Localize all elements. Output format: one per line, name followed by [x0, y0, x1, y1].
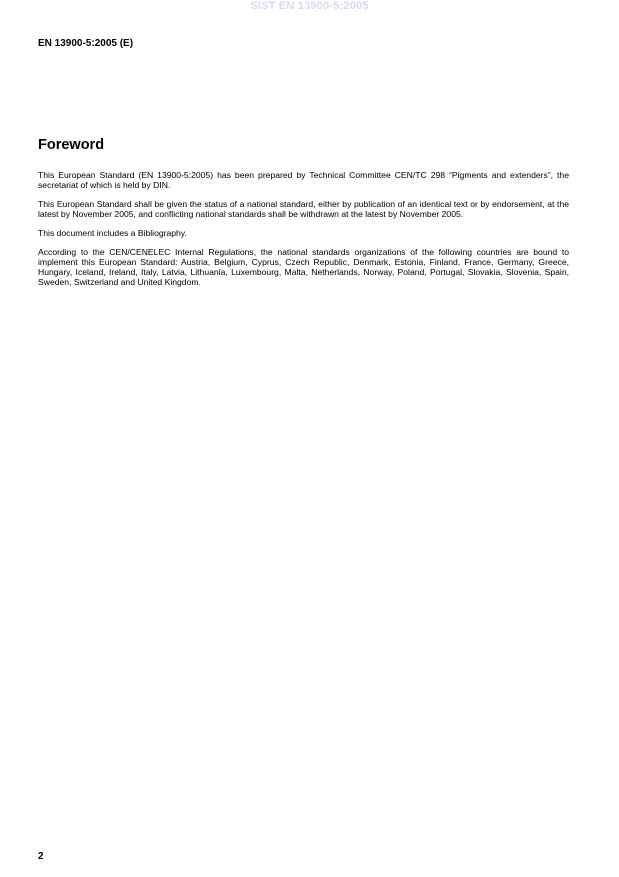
paragraph-national-status: This European Standard shall be given the status of a national standard, either by publication of an identical text or by endorsement, at the latest by November 2005, and conflicting national standards shall be withdrawn at the latest by November 2005. — [38, 199, 569, 219]
paragraph-bibliography: This document includes a Bibliography. — [38, 228, 187, 238]
watermark-text: SIST EN 13900-5:2005 — [250, 0, 369, 12]
paragraph-prepared-by: This European Standard (EN 13900-5:2005) has been prepared by Technical Committee CEN/TC 298 “Pigments and extenders”, the secretariat of which is held by DIN. — [38, 170, 569, 190]
foreword-body — [38, 170, 569, 296]
section-title: Foreword — [38, 137, 105, 153]
paragraph-countries: According to the CEN/CENELEC Internal Regulations, the national standards organizations of the following countries are bound to implement this European Standard: Austria, Belgium, Cyprus, Czech Republic, Denmark, Estonia, Finland, France, Germany, Greece, Hungary, Iceland, Ireland, Italy, Latvia, Lithuania, Luxembourg, Malta, Netherlands, Norway, Poland, Portugal, Slovakia, Slovenia, Spain, Sweden, Switzerland and United Kingdom. — [38, 247, 569, 287]
page-number: 2 — [38, 851, 44, 862]
document-id-header: EN 13900-5:2005 (E) — [38, 38, 134, 49]
